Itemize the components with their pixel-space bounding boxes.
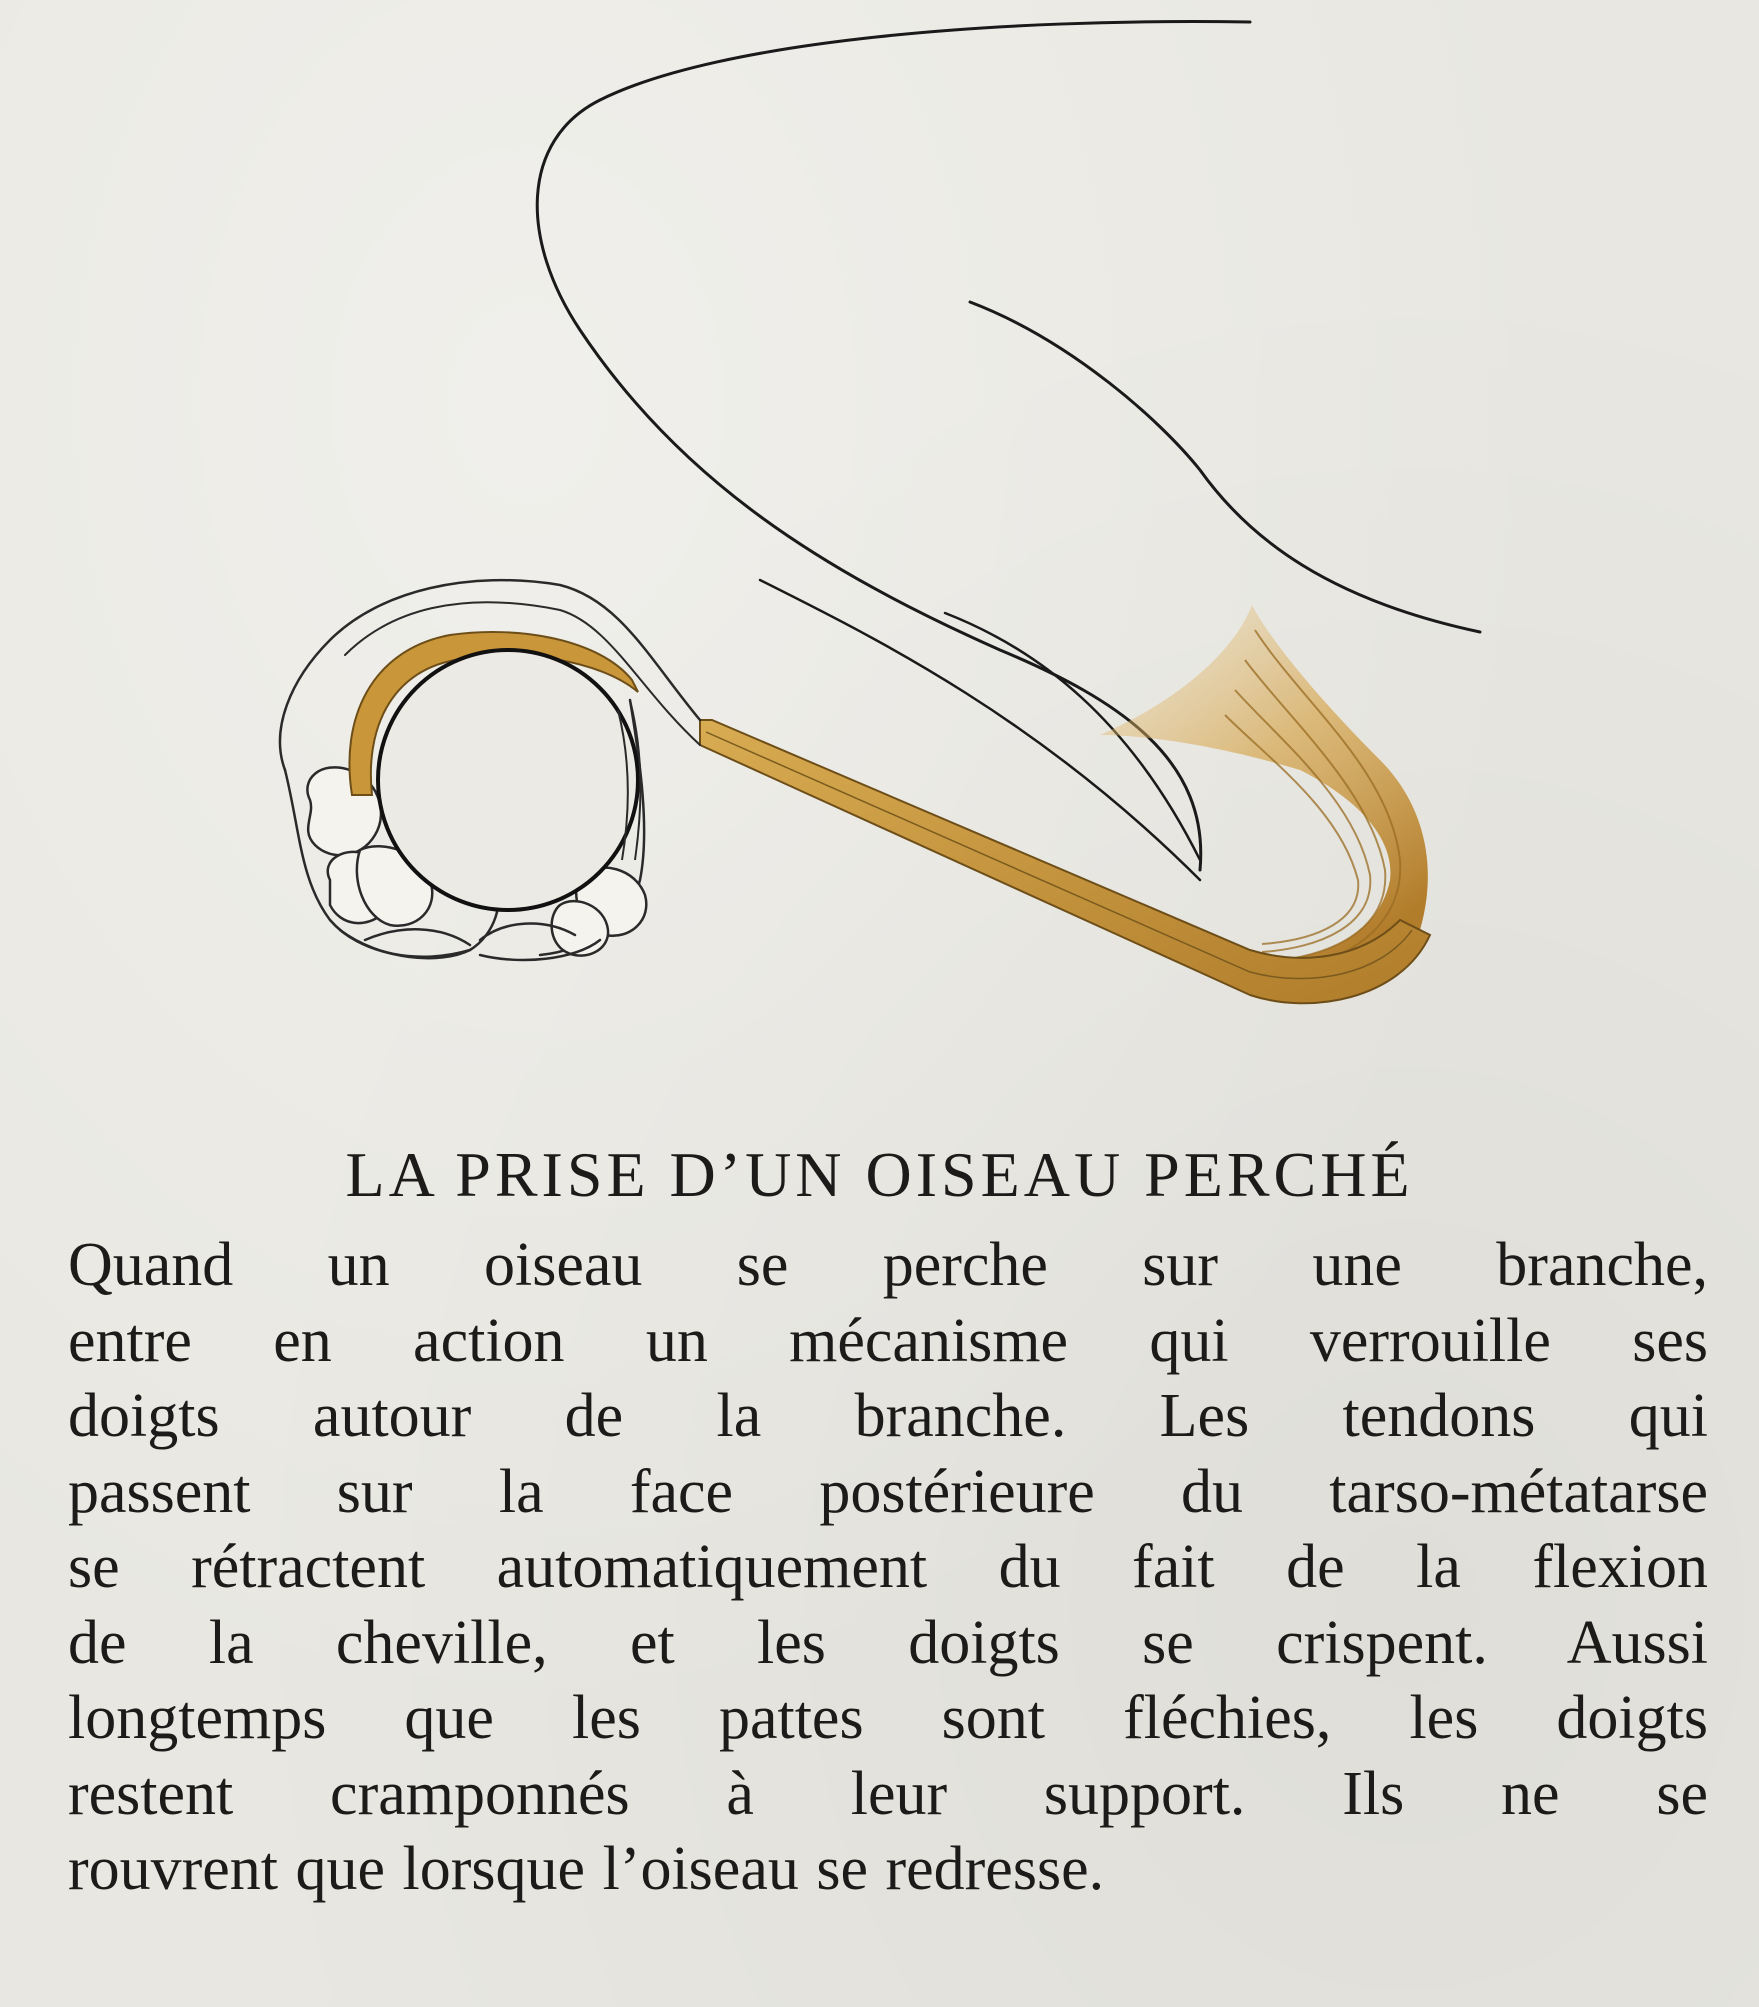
caption-line: se rétractent automatiquement du fait de la flexion (68, 1533, 1708, 1601)
caption-line: doigts autour de la branche. Les tendons qui (68, 1382, 1708, 1450)
perch-branch (378, 650, 638, 910)
figure-title: LA PRISE D’UN OISEAU PERCHÉ (345, 1139, 1414, 1210)
caption-line: rouvrent que lorsque l’oiseau se redresse. (68, 1835, 1105, 1903)
caption-line: passent sur la face postérieure du tarso-métatarse (68, 1457, 1708, 1526)
caption-line: Quand un oiseau se perche sur une branche, (68, 1231, 1708, 1299)
caption-line: restent cramponnés à leur support. Ils ne se (68, 1759, 1708, 1828)
caption-line: entre en action un mécanisme qui verrouille ses (68, 1306, 1708, 1375)
caption-line: longtemps que les pattes sont fléchies, les doigts (68, 1684, 1708, 1752)
figure-caption (68, 1228, 1708, 1908)
caption-line: de la cheville, et les doigts se crispent. Aussi (68, 1608, 1708, 1677)
